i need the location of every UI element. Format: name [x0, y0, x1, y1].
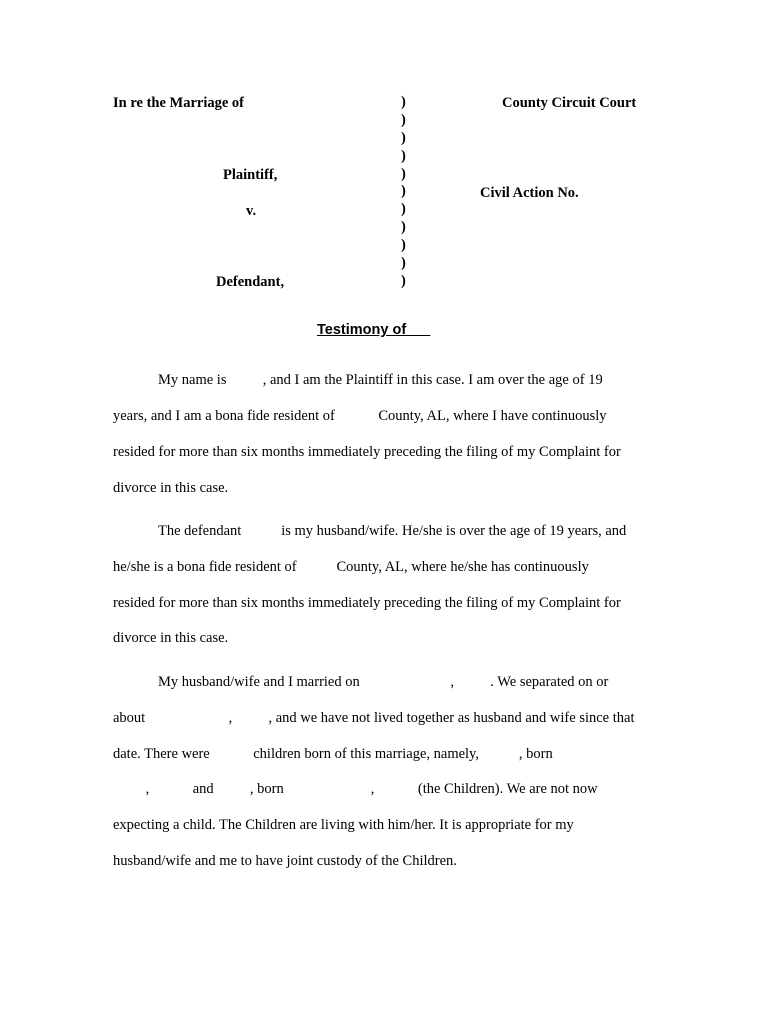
caption-paren: ): [401, 147, 406, 164]
caption-paren: ): [401, 94, 406, 110]
caption-paren: ): [401, 272, 406, 289]
caption-paren: ): [401, 237, 406, 254]
caption-paren: ): [401, 255, 406, 272]
paragraph-line: , and , born , (the Children). We are not now: [113, 781, 598, 797]
paragraph-line: date. There were children born of this marriage, namely, , born: [113, 746, 553, 762]
caption-paren: ): [401, 111, 406, 128]
caption-paren: ): [401, 219, 406, 236]
paragraph-line: resided for more than six months immediately preceding the filing of my Complaint for: [113, 595, 621, 611]
paragraph-line: years, and I am a bona fide resident of County, AL, where I have continuously: [113, 408, 607, 424]
paragraph-line: My name is , and I am the Plaintiff in this case. I am over the age of 19: [158, 372, 603, 388]
caption-defendant: Defendant,: [216, 274, 285, 290]
caption-paren: ): [401, 165, 406, 182]
document-title: Testimony of: [317, 322, 431, 338]
caption-paren: ): [401, 129, 406, 146]
caption-civil-action: Civil Action No.: [480, 185, 579, 201]
paragraph-line: resided for more than six months immediately preceding the filing of my Complaint for: [113, 444, 621, 460]
paragraph-line: divorce in this case.: [113, 480, 229, 496]
paragraph-line: about , , and we have not lived together as husband and wife since that: [113, 710, 635, 726]
paragraph-line: husband/wife and me to have joint custody of the Children.: [113, 853, 457, 869]
caption-court: County Circuit Court: [502, 95, 637, 111]
caption-plaintiff: Plaintiff,: [223, 167, 278, 183]
caption-paren: ): [401, 183, 406, 200]
paragraph-line: My husband/wife and I married on , . We separated on or: [158, 674, 609, 690]
paragraph-line: divorce in this case.: [113, 630, 229, 646]
paragraph-line: expecting a child. The Children are living with him/her. It is appropriate for my: [113, 817, 574, 833]
caption-paren: ): [401, 201, 406, 218]
paragraph-line: The defendant is my husband/wife. He/she is over the age of 19 years, and: [158, 523, 627, 539]
paragraph-line: he/she is a bona fide resident of County, AL, where he/she has continuously: [113, 559, 589, 575]
caption-marriage: In re the Marriage of: [113, 95, 244, 111]
caption-versus: v.: [246, 203, 257, 219]
caption-paren-column: [401, 94, 406, 291]
